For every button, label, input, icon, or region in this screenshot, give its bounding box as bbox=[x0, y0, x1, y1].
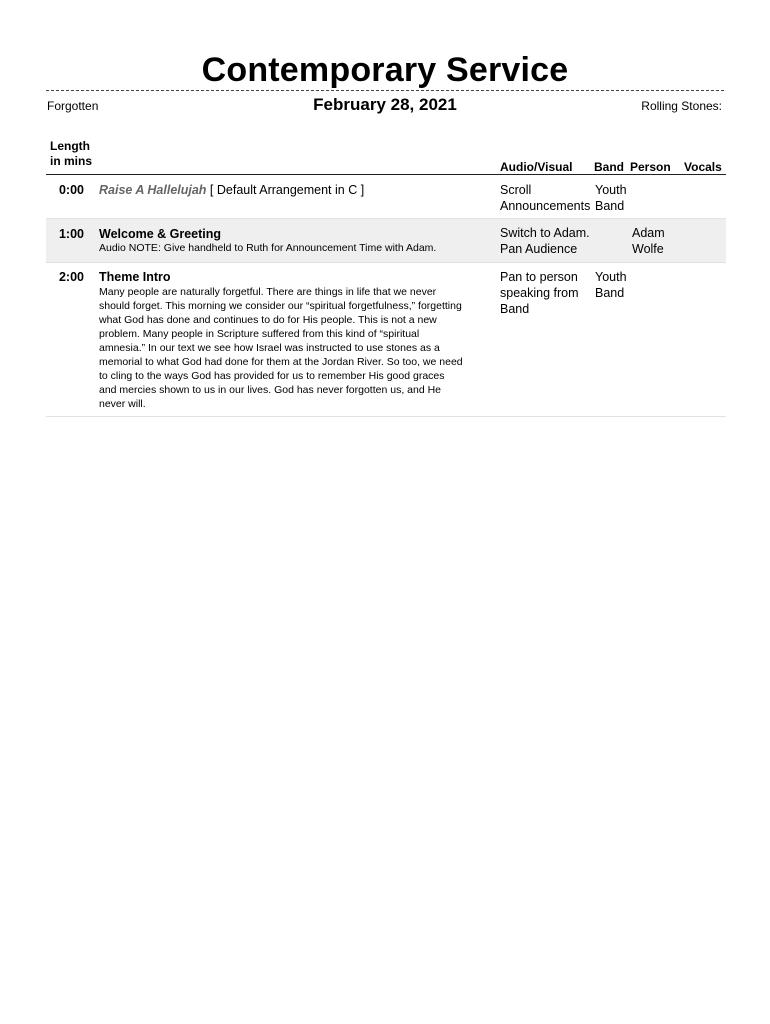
page-title: Contemporary Service bbox=[201, 51, 569, 89]
column-header-audio-visual: Audio/Visual bbox=[500, 160, 573, 174]
service-band-name: Rolling Stones: bbox=[641, 99, 722, 113]
note-line: memorial to what God had done for them at the Jordan River. So too, we need bbox=[99, 356, 463, 368]
band-line: Youth bbox=[595, 270, 627, 284]
note-line: should forget. This morning we consider our “spiritual forgetfulness,” forgetting bbox=[99, 300, 462, 312]
band-cell bbox=[595, 182, 635, 214]
audio-visual-cell bbox=[500, 225, 595, 257]
note-line: and mercies shown to us in our lives. God has never forgotten us, and He bbox=[99, 384, 442, 396]
title-divider bbox=[46, 90, 724, 91]
note-line: what God has done and continues to do for His people. This is not a new bbox=[99, 314, 437, 326]
audio-visual-line: Announcements bbox=[500, 199, 591, 213]
note-line: amnesia.” In our text we see how Israel was instructed to use stones as a bbox=[99, 342, 440, 354]
service-theme: Forgotten bbox=[47, 99, 99, 113]
column-header-length-line1: Length bbox=[50, 139, 90, 153]
band-cell bbox=[595, 269, 635, 301]
audio-visual-line: Band bbox=[500, 302, 530, 316]
audio-visual-line: Scroll bbox=[500, 183, 532, 197]
note-line: never will. bbox=[99, 398, 146, 410]
audio-visual-cell bbox=[500, 269, 595, 317]
item-note: Audio NOTE: Give handheld to Ruth for Announcement Time with Adam. bbox=[99, 242, 437, 254]
note-line: problem. Many people in Scripture suffered from this kind of “spiritual bbox=[99, 328, 420, 340]
person-line: Wolfe bbox=[632, 242, 664, 256]
item-title[interactable]: Welcome & Greeting bbox=[99, 227, 222, 241]
audio-visual-cell bbox=[500, 182, 595, 214]
audio-visual-line: Switch to Adam. bbox=[500, 226, 590, 240]
table-row[interactable] bbox=[46, 263, 726, 417]
table-row[interactable] bbox=[46, 219, 726, 263]
band-line: Band bbox=[595, 199, 625, 213]
item-length: 0:00 bbox=[58, 183, 84, 197]
column-header-length-line2: in mins bbox=[50, 154, 93, 168]
service-date: February 28, 2021 bbox=[313, 95, 457, 114]
item-note bbox=[99, 285, 495, 411]
item-title[interactable] bbox=[99, 182, 494, 198]
audio-visual-line: Pan to person bbox=[500, 270, 578, 284]
item-length: 2:00 bbox=[58, 270, 84, 284]
person-line: Adam bbox=[632, 226, 665, 240]
band-line: Youth bbox=[595, 183, 627, 197]
column-header-person: Person bbox=[630, 160, 671, 174]
item-title[interactable]: Theme Intro bbox=[99, 270, 171, 284]
column-header-vocals: Vocals bbox=[684, 160, 722, 174]
audio-visual-line: speaking from bbox=[500, 286, 579, 300]
person-cell bbox=[632, 225, 680, 257]
audio-visual-line: Pan Audience bbox=[500, 242, 578, 256]
item-length: 1:00 bbox=[58, 227, 84, 241]
song-title[interactable]: Raise A Hallelujah bbox=[99, 183, 207, 197]
header-divider bbox=[46, 174, 726, 175]
table-row[interactable] bbox=[46, 176, 726, 219]
band-line: Band bbox=[595, 286, 625, 300]
song-arrangement: [ Default Arrangement in C ] bbox=[206, 183, 365, 197]
note-line: to cling to the ways God has provided for us to remember His good graces bbox=[99, 370, 445, 382]
note-line: Many people are naturally forgetful. There are things in life that we never bbox=[99, 286, 437, 298]
column-header-length bbox=[50, 139, 92, 169]
column-header-band: Band bbox=[594, 160, 624, 174]
